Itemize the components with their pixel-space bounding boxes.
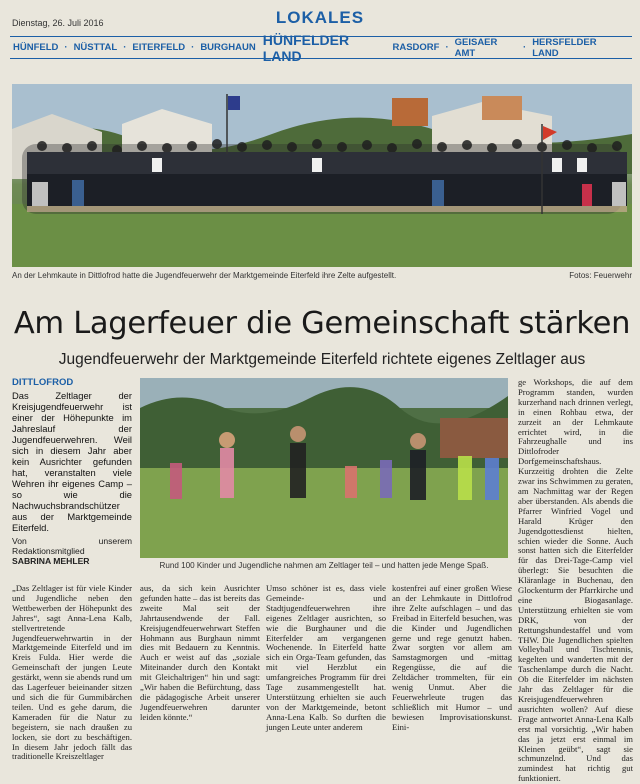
group-photo-illustration: [12, 84, 632, 267]
group-photo: [12, 84, 632, 267]
article-text: kostenfrei auf einer großen Wiese an der Lehmkaute in Dittlofrod ihre Zelte aufschlagen – und das Freibad in Eiterfeld besuchen, was die Kinder und Jugendlichen gerne und rege genutzt haben. Zwar sorgten vor allem am Samstagmorgen und -mittag Regengüsse, die auf die Zeltdächer trommelten, für ein wenig Unmut. Aber die Feuerwehrleute trugen das schließlich mit Humor – und bewiesen Improvisationskunst. Eini-: [392, 583, 512, 732]
region-link: EITERFELD: [132, 42, 186, 53]
lead-column: [12, 378, 132, 567]
region-link: HÜNFELD: [13, 42, 59, 53]
region-link: GEISAER AMT: [454, 36, 498, 59]
issue-date: Dienstag, 26. Juli 2016: [12, 18, 104, 28]
regional-brand: HÜNFELDER LAND: [262, 31, 350, 64]
article-text: ge Workshops, die auf dem Programm standen, wurden kurzerhand nach drinnen verlegt, in einen Rohbau etwa, der zurzeit an der Lehmkaute errichtet wird, in die Fahrzeughalle und ins Dittlofroder Dorfgemeinschaftshaus. Kurzzeitig drohten die Zelte zwar ins Schwimmen zu geraten, am Nachmittag war der Regen aber überstanden. Als abends die Pfarrer Winfried Vogel und Harald Krüger den Jugendgottesdienst hielten, schien wieder die Sonne. Auch sonst hatten sich die Eiterfelder für das Drei-Tage-Camp viel überlegt: Sie besuchten die Kläranlage in Buchenau, den Glockenturm der Pfarrkirche und eine Biogasanlage. Unterstützung erhielten sie vom DRK, von der Rettungshundestaffel und vom THW. Die Jugendlichen spielten Volleyball und Tischtennis, kegelten und wanderten mit der Taschenlampe durch die Nacht. Ob die Eiterfelder im nächsten Jahr das Zeltlager für die Kreisjugendfeuerwehren ausrichten wollen? Auf diese Frage antwortet Anna-Lena Kalb erst mal vorsichtig. „Wir haben das ja jetzt erst einmal im Kleinen geübt“, sagt sie schmunzelnd. Und das zumindest hat richtig gut funktioniert.: [518, 377, 633, 784]
region-link: BURGHAUN: [200, 42, 256, 53]
article-text: aus, da sich kein Ausrichter gefunden hatte – das ist bereits das zweite Mal seit der Jahrtausendwende der Fall. Kreisjugendfeuerwehrwart Steffen Hohmann aus Burghaun nimmt dies mit Bedauern zu Kenntnis. Auch er weist auf das „soziale Miteinander durch den Kontakt mit Gleichaltrigen“ hin und sagt: „Wir haben die Befürchtung, dass die pädagogische Arbeit unserer Jugendfeuerwehren darunter leiden könnte.“: [140, 583, 260, 722]
byline-author: SABRINA MEHLER: [12, 555, 90, 566]
region-link: NÜSTTAL: [73, 42, 118, 53]
article-lead: Das Zeltlager der Kreisjugendfeuerwehr ist einer der Höhepunkte im Jahreslauf der Jugendfeuerwehren. Weil sich in diesem Jahr aber kein Ausrichter gefunden hat, veranstalten viele Wehren ihr eigenes Camp – so wie die Nachwuchsbrandschützer aus der Marktgemeinde Eiterfeld.: [12, 389, 132, 533]
region-link: RASDORF: [392, 42, 440, 53]
photo-caption: Rund 100 Kinder und Jugendliche nahmen am Zeltlager teil – und hatten jede Menge Spaß.: [159, 561, 489, 570]
article-text: „Das Zeltlager ist für viele Kinder und Jugendliche neben den Wettbewerben der Höhepunkt des Jahres“, sagt Anna-Lena Kalb, stellvertretende Jugendfeuerwehrwartin in der Marktgemeinde Eiterfeld und im Kreis Fulda. Hier werde die Gemeinschaft der jungen Leute gestärkt, wenn sie abends rund um das Lagerfeuer beieinander sitzen und sich die für Gummibärchen teilen. Und es gehe darum, die Kameraden für die Natur zu begeistern, sie nach draußen zu locken, sie dort zu beschäftigen. In diesem Jahr jedoch fällt das traditionelle Kreiszeltlager: [12, 583, 132, 762]
byline: [12, 537, 132, 567]
article-column-3: [266, 584, 386, 733]
photo-caption: An der Lehmkaute in Dittlofrod hatte die Jugendfeuerwehr der Marktgemeinde Eiterfeld ihre Zelte aufgestellt.: [12, 271, 397, 280]
article-column-2: [140, 584, 260, 723]
photo-credit: Fotos: Feuerwehr: [569, 271, 632, 280]
region-link: HERSFELDER LAND: [532, 36, 597, 59]
article-subheadline: Jugendfeuerwehr der Marktgemeinde Eiterfeld richtete eigenes Zeltlager aus: [58, 351, 586, 368]
byline-intro: Von unserem Redaktionsmitglied: [12, 535, 132, 556]
running-photo-illustration: [140, 378, 508, 558]
article-headline: Am Lagerfeuer die Gemeinschaft stärken: [13, 306, 631, 341]
article-text: Umso schöner ist es, dass viele Gemeinde- und Stadtjugendfeuerwehren ihre eigenes Zeltlager ausrichten, so wie die Burghauner und die Eiterfelder am vergangenen Wochenende. In Eiterfeld hatte sich ein Orga-Team gefunden, das mit viel Herzblut ein umfangreiches Programm für drei Tage zusammengestellt hat. Unterstützung erhielten sie auch von der Marktgemeinde, betont Anna-Lena Kalb. So durften die jungen Leute unter anderem: [266, 583, 386, 732]
running-children-photo: [140, 378, 508, 558]
article-column-4: [392, 584, 512, 733]
article-column-1: [12, 584, 132, 762]
article-column-5: [518, 378, 633, 784]
region-nav-bar: HÜNFELD · NÜSTTAL · EITERFELD · BURGHAUN HÜNFELDER LAND RASDORF · GEISAER AMT · HERSFELDER LAND: [10, 36, 632, 59]
section-title: LOKALES: [275, 8, 365, 27]
dateline: DITTLOFROD: [12, 377, 74, 388]
